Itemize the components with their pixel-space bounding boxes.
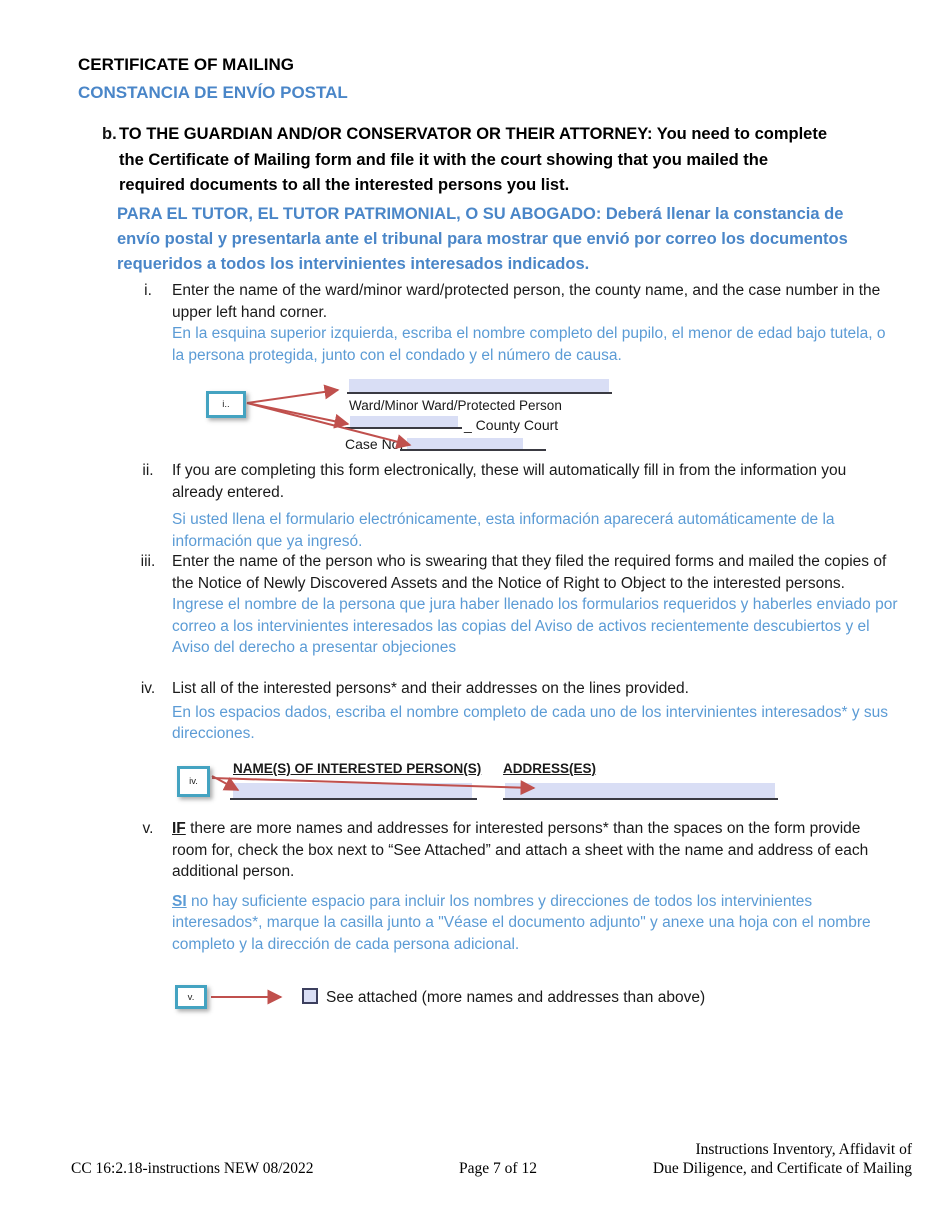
section-b-text-spanish: PARA EL TUTOR, EL TUTOR PATRIMONIAL, O SU ABOGADO: Deberá llenar la constancia de envío postal y presentarla ante el tribunal para mostrar que envió por correo los documentos requeridos a todos los intervinientes interesados indicados. bbox=[117, 204, 848, 273]
see-attached-label: See attached (more names and addresses than above) bbox=[326, 989, 706, 1006]
section-b bbox=[102, 122, 874, 277]
callout-label: iv. bbox=[189, 776, 198, 787]
red-arrow-icon bbox=[175, 758, 815, 808]
item-marker: ii. bbox=[142, 462, 154, 479]
item-text-english: Enter the name of the ward/minor ward/protected person, the county name, and the case number in the upper left hand corner. bbox=[172, 282, 881, 321]
footer-doc-title-line1: Instructions Inventory, Affidavit of bbox=[695, 1141, 912, 1158]
item-text-spanish: SI no hay suficiente espacio para incluir los nombres y direcciones de todos los intervinientes interesados*, marque la casilla junto a "Véase el documento adjunto" y anexe una hoja con el nombre completo y la dirección de cada persona adicional. bbox=[172, 892, 871, 953]
callout-label: v. bbox=[187, 991, 195, 1003]
instruction-item-i bbox=[132, 280, 902, 366]
item-marker: v. bbox=[142, 820, 154, 837]
footer-doc-title-line2: Due Diligence, and Certificate of Mailing bbox=[652, 1159, 912, 1177]
callout-box-v bbox=[175, 985, 207, 1009]
ward-field-label: Ward/Minor Ward/Protected Person bbox=[349, 398, 562, 413]
item-text-english: Enter the name of the person who is swearing that they filed the required forms and mailed the copies of the Notice of Newly Discovered Assets and the Notice of Right to Object to the interested persons. bbox=[172, 553, 887, 592]
column-header-names: NAME(S) OF INTERESTED PERSON(S) bbox=[233, 761, 482, 776]
section-b-text-english: TO THE GUARDIAN AND/OR CONSERVATOR OR THEIR ATTORNEY: You need to complete the Certificate of Mailing form and file it with the court showing that you mailed the required documents to all the interested persons you list. bbox=[119, 125, 828, 194]
footer-page-number: Page 7 of 12 bbox=[459, 1160, 537, 1177]
section-b-marker: b. bbox=[102, 125, 117, 143]
item-text-spanish: Si usted llena el formulario electrónicamente, esta información aparecerá automáticamente de la información que ya ingresó. bbox=[172, 511, 835, 550]
county-court-label: _ County Court bbox=[464, 417, 559, 433]
form-snippet-name-address bbox=[175, 758, 815, 808]
item-marker: iii. bbox=[140, 553, 156, 570]
item-text-spanish: En la esquina superior izquierda, escriba el nombre completo del pupilo, el menor de edad bajo tutela, o la persona protegida, junto con el condado y el número de causa. bbox=[172, 325, 886, 364]
red-arrow-icon bbox=[200, 372, 680, 464]
page-title-english: CERTIFICATE OF MAILING bbox=[78, 55, 294, 74]
footer-doc-title bbox=[612, 1141, 912, 1178]
red-arrow-icon bbox=[175, 983, 735, 1015]
item-text-english: If you are completing this form electronically, these will automatically fill in from the information you already entered. bbox=[172, 462, 847, 501]
callout-box-iv bbox=[177, 766, 210, 797]
instruction-item-iv bbox=[132, 678, 902, 745]
item-text-english: IF there are more names and addresses for interested persons* than the spaces on the form provide room for, check the box next to “See Attached” and attach a sheet with the name and address of each additional person. bbox=[172, 820, 869, 880]
instruction-item-v bbox=[132, 818, 902, 955]
form-snippet-see-attached bbox=[175, 983, 735, 1015]
item-text-spanish: Ingrese el nombre de la persona que jura haber llenado los formularios requeridos y haberles enviado por correo a los intervinientes interesados las copias del Aviso de activos recientemente descubiertos y el Aviso del derecho a presentar objeciones bbox=[172, 596, 898, 656]
item-marker: iv. bbox=[140, 680, 156, 697]
instruction-item-ii bbox=[132, 460, 902, 552]
instruction-item-iii bbox=[132, 551, 902, 659]
case-no-label: Case No. bbox=[345, 436, 404, 452]
page-title-spanish: CONSTANCIA DE ENVÍO POSTAL bbox=[78, 83, 348, 102]
item-marker: i. bbox=[144, 282, 152, 299]
item-text-english: List all of the interested persons* and their addresses on the lines provided. bbox=[172, 680, 689, 697]
footer-form-number: CC 16:2.18-instructions NEW 08/2022 bbox=[71, 1160, 314, 1177]
item-lead-word: IF bbox=[172, 820, 186, 837]
callout-box-i bbox=[206, 391, 246, 418]
item-text-spanish: En los espacios dados, escriba el nombre completo de cada uno de los intervinientes interesados* y sus direcciones. bbox=[172, 703, 888, 742]
column-header-addresses: ADDRESS(ES) bbox=[503, 761, 597, 776]
form-snippet-caption-area bbox=[200, 372, 680, 464]
callout-label: i.. bbox=[222, 399, 230, 410]
item-lead-word: SI bbox=[172, 892, 187, 910]
